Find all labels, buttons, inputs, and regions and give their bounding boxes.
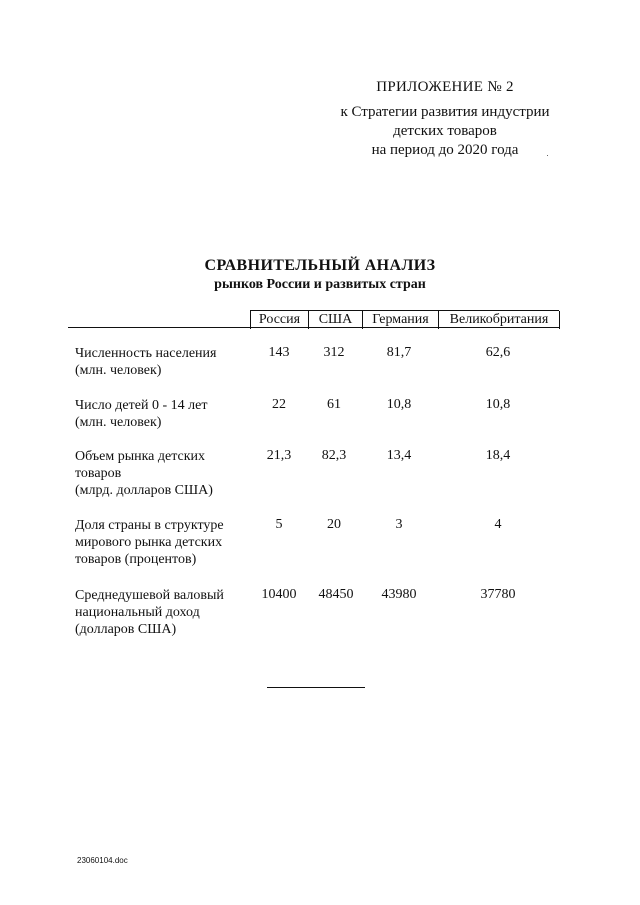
row-label-line: товаров	[75, 466, 122, 481]
row-label-line: (млн. человек)	[75, 363, 162, 378]
cell-value: 312	[323, 345, 345, 360]
cell-value: 20	[327, 517, 341, 532]
row-label-line: товаров (процентов)	[75, 552, 197, 567]
cell-value: 21,3	[266, 448, 292, 463]
row-label-line: (млрд. долларов США)	[75, 483, 213, 498]
cell-value: 5	[275, 517, 283, 532]
cell-value: 3	[395, 517, 403, 532]
row-label-children	[75, 397, 250, 431]
row-label-population	[75, 345, 250, 379]
cell-value: 18,4	[485, 448, 511, 463]
document-filename: 23060104.doc	[77, 856, 128, 865]
scan-speck	[547, 155, 548, 156]
cell-value: 61	[327, 397, 341, 412]
row-label-line: Объем рынка детских	[75, 449, 206, 464]
row-label-line: Численность населения	[75, 346, 217, 361]
row-label-line: национальный доход	[75, 605, 200, 620]
row-label-line: Доля страны в структуре	[75, 518, 224, 533]
cell-value: 81,7	[386, 345, 412, 360]
cell-value: 143	[268, 345, 290, 360]
row-label-line: (долларов США)	[75, 622, 177, 637]
page-title: СРАВНИТЕЛЬНЫЙ АНАЛИЗ	[204, 257, 436, 274]
column-header-russia: Россия	[250, 311, 308, 329]
cell-value: 43980	[381, 587, 417, 602]
row-label-line: Среднедушевой валовый	[75, 588, 224, 603]
appendix-line-2: детских товаров	[393, 123, 497, 139]
closing-rule	[267, 687, 365, 688]
cell-value: 62,6	[485, 345, 511, 360]
appendix-title: ПРИЛОЖЕНИЕ № 2	[376, 79, 514, 95]
cell-value: 22	[272, 397, 286, 412]
row-label-market-volume	[75, 448, 250, 499]
row-label-market-share	[75, 517, 250, 568]
column-header-usa: США	[308, 311, 362, 329]
appendix-reference	[300, 103, 590, 160]
cell-value: 4	[494, 517, 502, 532]
row-label-gni	[75, 587, 250, 638]
cell-value: 48450	[318, 587, 354, 602]
row-label-line: (млн. человек)	[75, 415, 162, 430]
appendix-line-3: на период до 2020 года	[371, 142, 519, 158]
cell-value: 10400	[261, 587, 297, 602]
cell-value: 10,8	[386, 397, 412, 412]
page-subtitle: рынков России и развитых стран	[214, 277, 426, 292]
cell-value: 82,3	[321, 448, 347, 463]
column-header-germany: Германия	[362, 311, 438, 329]
cell-value: 37780	[480, 587, 516, 602]
column-header-uk: Великобритания	[438, 311, 560, 329]
appendix-line-1: к Стратегии развития индустрии	[340, 104, 550, 120]
cell-value: 13,4	[386, 448, 412, 463]
row-label-line: Число детей 0 - 14 лет	[75, 398, 208, 413]
row-label-line: мирового рынка детских	[75, 535, 223, 550]
cell-value: 10,8	[485, 397, 511, 412]
